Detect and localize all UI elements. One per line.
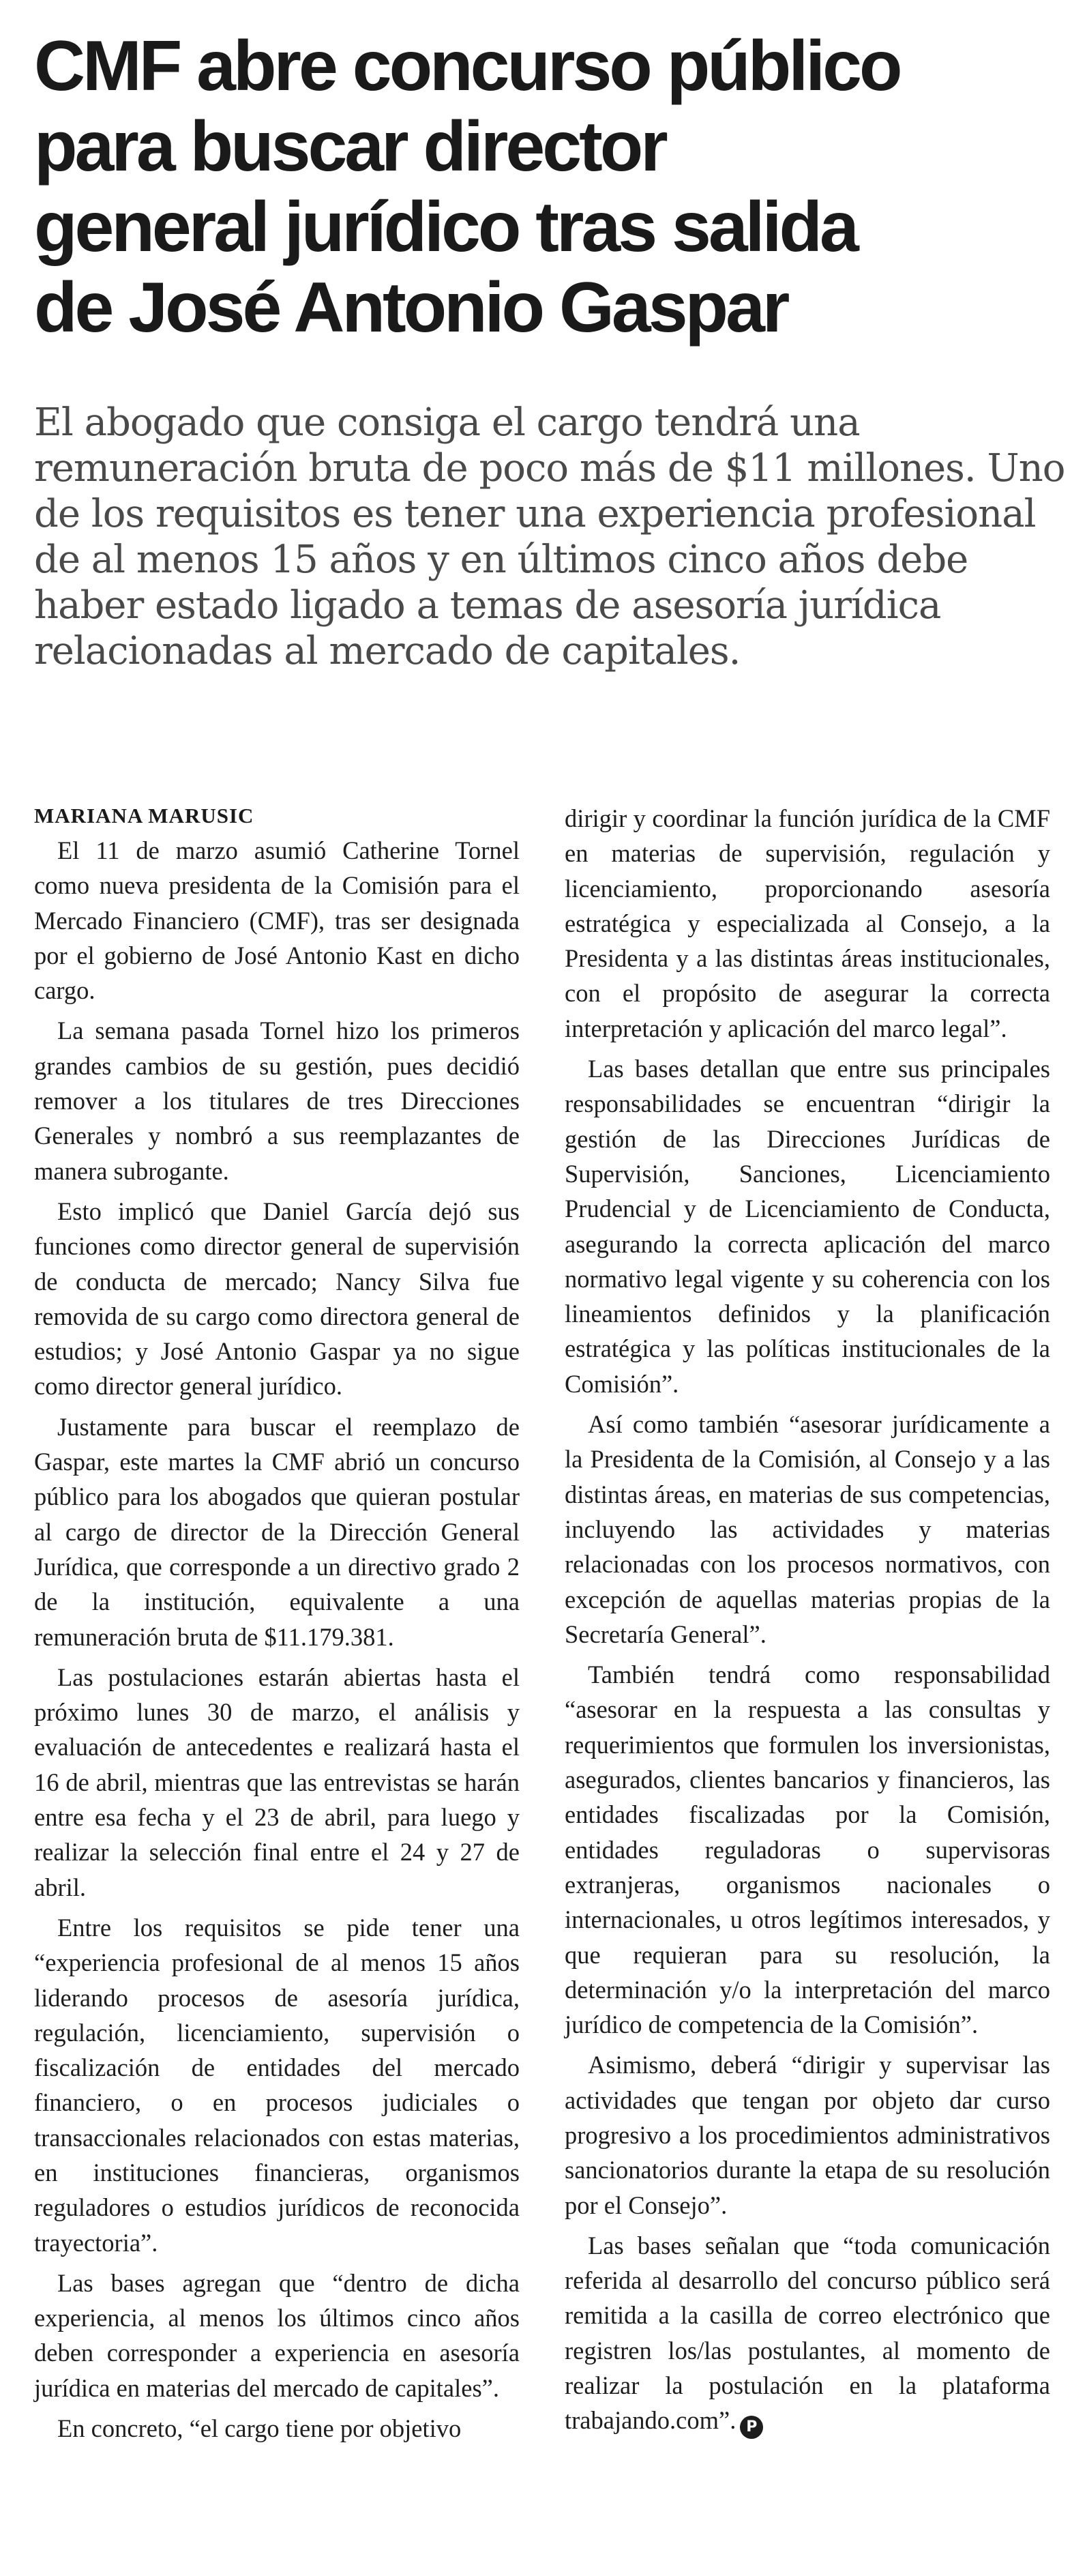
- headline-line: para buscar director: [34, 107, 666, 186]
- deck-line: El abogado que consiga el cargo tendrá una: [34, 400, 860, 445]
- article-body: [34, 798, 1050, 2545]
- deck-line: relacionadas al mercado de capitales.: [34, 629, 741, 673]
- body-paragraph-continued: dirigir y coordinar la función jurídica de la CMF en materias de supervisión, regulación y licenciamiento, proporcionando asesoría estratégica y especializada al Consejo, a la Presidenta y a las distintas áreas institucionales, con el propósito de asegurar la correcta interpretación y aplicación del marco legal”.: [565, 804, 1050, 1042]
- headline-line: de José Antonio Gaspar: [34, 268, 788, 347]
- body-paragraph: El 11 de marzo asumió Catherine Tornel como nueva presidenta de la Comisión para el Mercado Financiero (CMF), tras ser designada por el gobierno de José Antonio Kast en dicho cargo.: [34, 836, 520, 1005]
- body-paragraph: Las postulaciones estarán abiertas hasta el próximo lunes 30 de marzo, el análisis y evaluación de antecedentes e realizará hasta el 16 de abril, mientras que las entrevistas se harán entre esa fecha y el 23 de abril, para luego y realizar la selección final entre el 24 y 27 de abril.: [34, 1663, 520, 1901]
- body-paragraph: Asimismo, deberá “dirigir y supervisar las actividades que tengan por objeto dar curso progresivo a los procedimientos administrativos sancionatorios durante la etapa de su resolución por el Consejo”.: [565, 2051, 1050, 2219]
- byline: MARIANA MARUSIC: [34, 804, 254, 828]
- deck-line: de los requisitos es tener una experiencia profesional: [34, 492, 1036, 536]
- headline: [34, 26, 1043, 348]
- column-left: [34, 798, 520, 2451]
- deck-line: haber estado ligado a temas de asesoría jurídica: [34, 583, 941, 628]
- deck-line: de al menos 15 años y en últimos cinco años debe: [34, 538, 968, 582]
- deck-line: remuneración bruta de poco más de $11 millones. Uno: [34, 446, 1065, 491]
- headline-line: general jurídico tras salida: [34, 188, 857, 267]
- body-paragraph: Así como también “asesorar jurídicamente a la Presidenta de la Comisión, al Consejo y a las distintas áreas, en materias de sus competencias, incluyendo las actividades y materias relacionadas con los procesos normativos, con excepción de aquellas materias propias de la Secretaría General”.: [565, 1410, 1050, 1648]
- body-paragraph: También tendrá como responsabilidad “asesorar en la respuesta a las consultas y requerimientos que formulen los inversionistas, asegurados, clientes bancarios y financieros, las entidades fiscalizadas por la Comisión, entidades reguladoras o supervisoras extranjeras, organismos nacionales o internacionales, u otros legítimos interesados, y que requieran para su resolución, la determinación y/o la interpretación del marco jurídico de competencia de la Comisión”.: [565, 1660, 1050, 2039]
- body-paragraph: Justamente para buscar el reemplazo de Gaspar, este martes la CMF abrió un concurso público para los abogados que quieran postular al cargo de director de la Dirección General Jurídica, que corresponde a un directivo grado 2 de la institución, equivalente a una remuneración bruta de $11.179.381.: [34, 1412, 520, 1651]
- body-paragraph: La semana pasada Tornel hizo los primeros grandes cambios de su gestión, pues decidió remover a los titulares de tres Direcciones Generales y nombró a sus reemplazantes de manera subrogante.: [34, 1016, 520, 1185]
- end-of-article-icon: P: [740, 2416, 763, 2439]
- body-paragraph: Las bases detallan que entre sus principales responsabilidades se encuentran “dirigir la gestión de las Direcciones Jurídicas de Supervisión, Sanciones, Licenciamiento Prudencial y de Licenciamiento de Conducta, asegurando la correcta aplicación del marco normativo legal vigente y su coherencia con los lineamientos definidos y la planificación estratégica y las políticas institucionales de la Comisión”.: [565, 1055, 1050, 1398]
- headline-line: CMF abre concurso público: [34, 27, 900, 106]
- body-paragraph: Las bases agregan que “dentro de dicha experiencia, al menos los últimos cinco años deben corresponder a experiencia en asesoría jurídica en materias del mercado de capitales”.: [34, 2268, 520, 2402]
- body-paragraph: En concreto, “el cargo tiene por objetivo: [57, 2414, 462, 2443]
- body-paragraph-final: [565, 2228, 1050, 2439]
- column-right: [565, 801, 1050, 2444]
- body-paragraph: Entre los requisitos se pide tener una “experiencia profesional de al menos 15 años liderando procesos de asesoría jurídica, regulación, licenciamiento, supervisión o fiscalización de entidades del mercado financiero, o en procesos judiciales o transaccionales relacionados con estas materias, en instituciones financieras, organismos reguladores o estudios jurídicos de reconocida trayectoria”.: [34, 1913, 520, 2257]
- body-paragraph: Esto implicó que Daniel García dejó sus funciones como director general de supervisión de conducta de mercado; Nancy Silva fue removida de su cargo como directora general de estudios; y José Antonio Gaspar ya no sigue como director general jurídico.: [34, 1197, 520, 1401]
- deck-subheadline: [34, 400, 1065, 674]
- final-paragraph-text: Las bases señalan que “toda comunicación referida al desarrollo del concurso público será remitida a la casilla de correo electrónico que registren los/las postulantes, al momento de realizar la postulación en la plataforma trabajando.com”.: [565, 2231, 1050, 2435]
